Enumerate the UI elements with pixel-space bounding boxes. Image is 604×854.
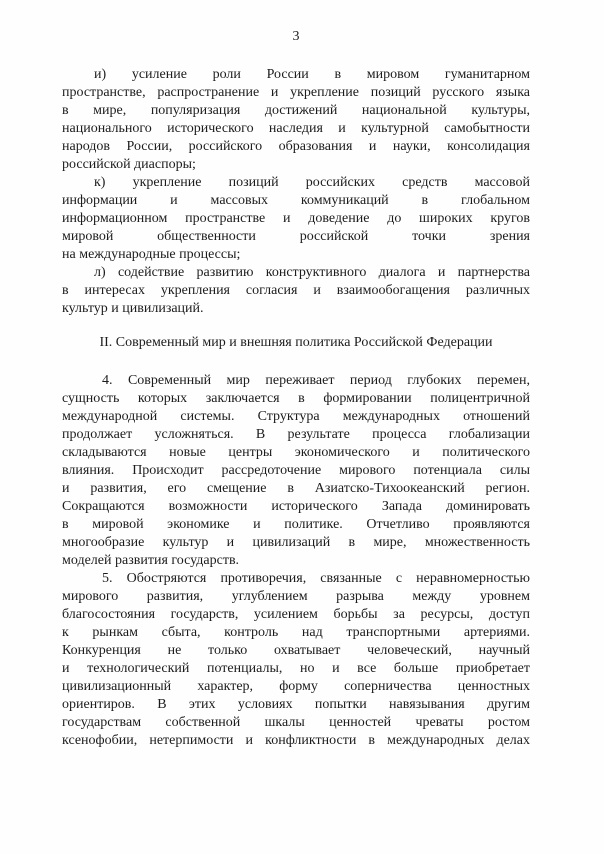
text-line: народов России, российского образования и науки, консолидация (62, 139, 530, 154)
text-line: в мире, популяризация достижений национальной культуры, (62, 103, 530, 118)
text-line: 4. Современный мир переживает период глубоких перемен, (102, 373, 530, 388)
text-line: информационном пространстве и доведение до широких кругов (62, 211, 530, 226)
document-text-block (62, 66, 530, 750)
text-line: международной системы. Структура международных отношений (62, 409, 530, 424)
paragraph-4 (62, 372, 530, 570)
section-heading: II. Современный мир и внешняя политика Российской Федерации (99, 335, 493, 350)
text-line: в интересах укрепления согласия и взаимообогащения различных (62, 283, 530, 298)
text-line: национального исторического наследия и культурной самобытности (62, 121, 530, 136)
text-line: к рынкам сбыта, контроль над транспортными артериями. (62, 625, 530, 640)
text-line: складываются новые центры экономического и политического (62, 445, 530, 460)
text-line: продолжает усложняться. В результате процесса глобализации (62, 427, 530, 442)
text-line: мирового развития, углублением разрыва между уровнем (62, 589, 530, 604)
text-line: и технологический потенциалы, но и все больше приобретает (62, 661, 530, 676)
text-line: в мировой экономике и политике. Отчетливо проявляются (62, 517, 530, 532)
paragraph-k (62, 174, 530, 264)
text-line: моделей развития государств. (62, 553, 240, 568)
text-line: 5. Обостряются противоречия, связанные с неравномерностью (102, 571, 530, 586)
page-number: 3 (292, 29, 300, 44)
text-line: Конкуренция не только охватывает человеческий, научный (62, 643, 530, 658)
paragraph-l (62, 264, 530, 318)
text-line: сущность которых заключается в формировании полицентричной (62, 391, 530, 406)
text-line: российской диаспоры; (62, 157, 196, 172)
text-line: информации и массовых коммуникаций в глобальном (62, 193, 530, 208)
text-line: пространстве, распространение и укрепление позиций русского языка (62, 85, 530, 100)
text-line: влияния. Происходит рассредоточение мирового потенциала силы (62, 463, 530, 478)
text-line: на международные процессы; (62, 247, 241, 262)
text-line: ориентиров. В этих условиях попытки навязывания другим (62, 697, 530, 712)
text-line: ксенофобии, нетерпимости и конфликтности в международных делах (62, 733, 530, 748)
paragraph-5 (62, 570, 530, 750)
text-line: и) усиление роли России в мировом гуманитарном (94, 67, 530, 82)
text-line: Сокращаются возможности исторического Запада доминировать (62, 499, 530, 514)
text-line: государствам собственной шкалы ценностей чреваты ростом (62, 715, 530, 730)
text-line: к) укрепление позиций российских средств массовой (94, 175, 530, 190)
paragraph-i (62, 66, 530, 174)
text-line: и развития, его смещение в Азиатско-Тихоокеанский регион. (62, 481, 530, 496)
text-line: благосостояния государств, усилением борьбы за ресурсы, доступ (62, 607, 530, 622)
text-line: л) содействие развитию конструктивного диалога и партнерства (94, 265, 530, 280)
text-line: мировой общественности российской точки зрения (62, 229, 530, 244)
text-line: цивилизационный характер, форму соперничества ценностных (62, 679, 530, 694)
text-line: культур и цивилизаций. (62, 301, 204, 316)
text-line: многообразие культур и цивилизаций в мире, множественность (62, 535, 530, 550)
